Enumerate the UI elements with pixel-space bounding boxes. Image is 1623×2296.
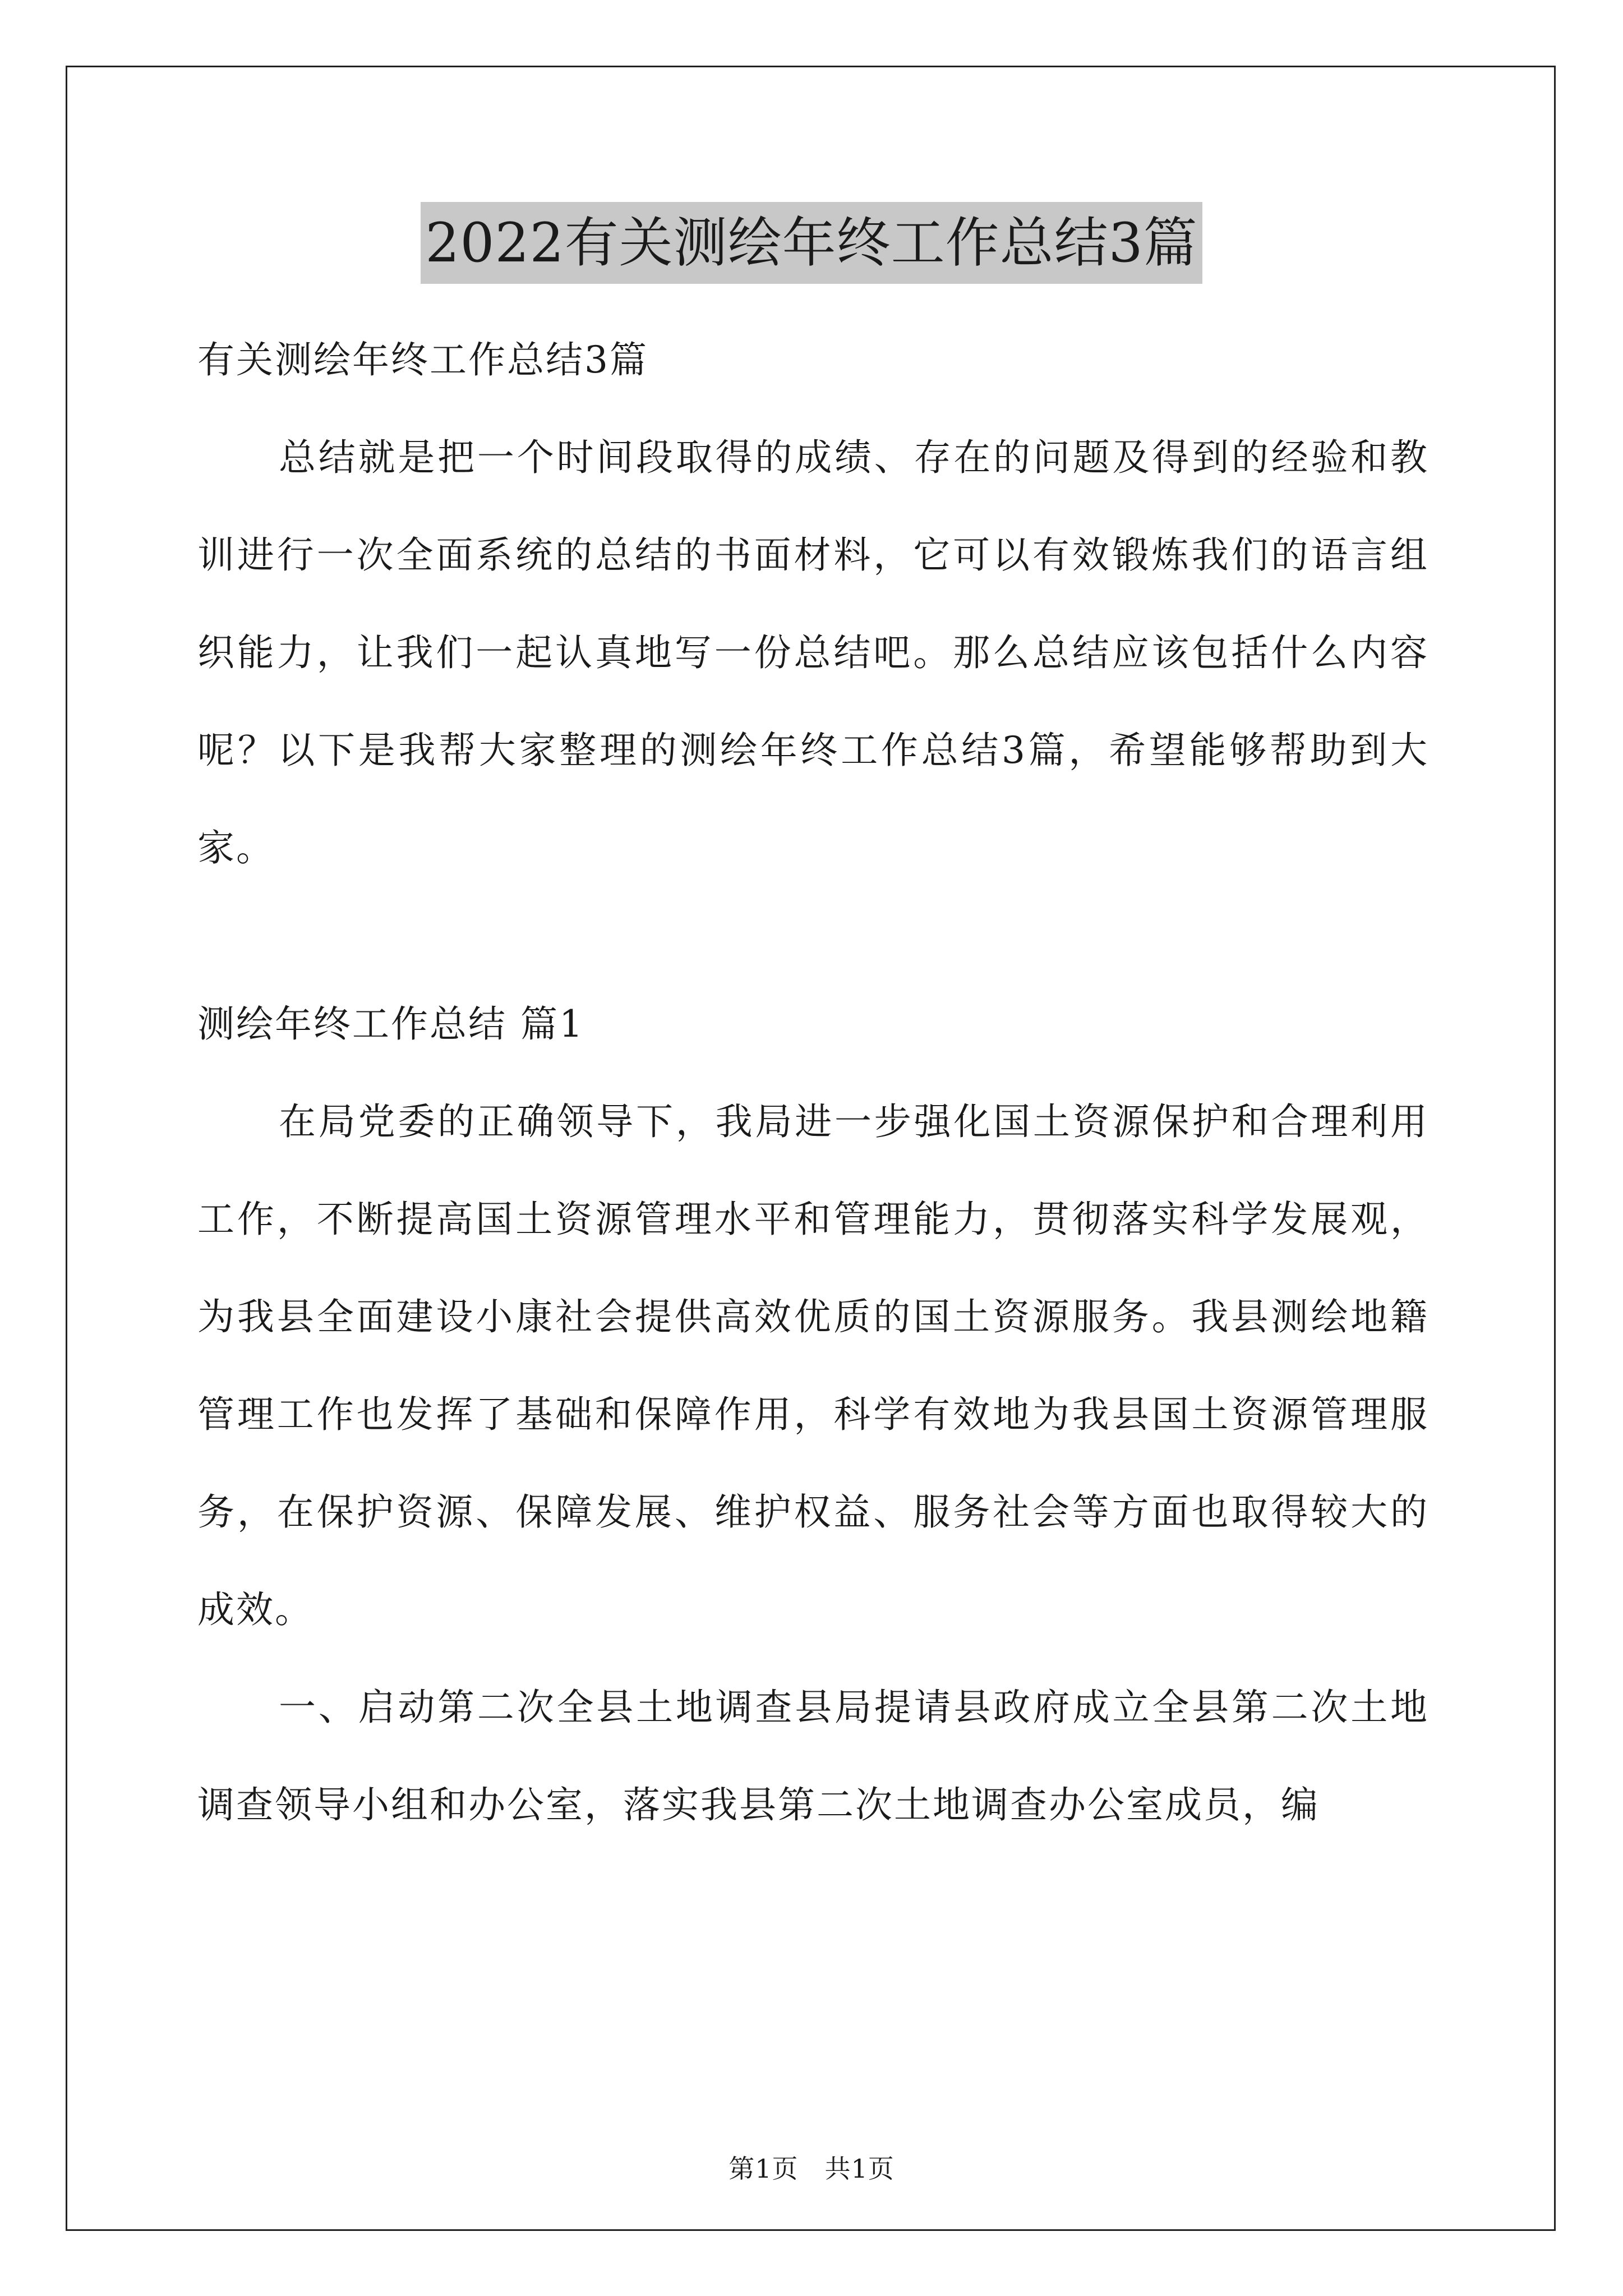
section-heading: 测绘年终工作总结 篇1 xyxy=(197,1002,584,1046)
section-paragraph-2: 一、启动第二次全县土地调查县局提请县政府成立全县第二次土地调查领导小组和办公室，落实我县第二次土地调查办公室成员，编 xyxy=(197,1686,1429,1826)
section-spacer xyxy=(197,897,1429,976)
subtitle: 有关测绘年终工作总结3篇 xyxy=(197,338,648,381)
document-title: 2022有关测绘年终工作总结3篇 xyxy=(421,202,1202,284)
page-footer: 第1页 共1页 xyxy=(728,2154,895,2184)
title-area xyxy=(0,202,1623,284)
section-paragraph-1: 在局党委的正确领导下，我局进一步强化国土资源保护和合理利用工作，不断提高国土资源管理水平和管理能力，贯彻落实科学发展观，为我县全面建设小康社会提供高效优质的国土资源服务。我县测绘地籍管理工作也发挥了基础和保障作用，科学有效地为我县国土资源管理服务，在保护资源、保障发展、维护权益、服务社会等方面也取得较大的成效。 xyxy=(197,1100,1429,1631)
document-body xyxy=(197,311,1429,1854)
intro-paragraph: 总结就是把一个时间段取得的成绩、存在的问题及得到的经验和教训进行一次全面系统的总结的书面材料，它可以有效锻炼我们的语言组织能力，让我们一起认真地写一份总结吧。那么总结应该包括什么内容呢？以下是我帮大家整理的测绘年终工作总结3篇，希望能够帮助到大家。 xyxy=(197,436,1429,869)
